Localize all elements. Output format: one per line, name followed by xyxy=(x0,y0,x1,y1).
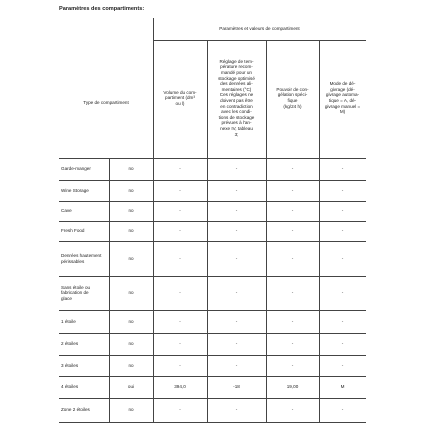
row-value: - xyxy=(341,407,344,413)
header-column: Réglage de tem- pérature recom- mandé pour un stockage optimisé des denrées ali- mentaires (°C) Ces réglages ne doivent pas être en contradiction avec les condi- tions de stockage prévues à l'an- nexe IV, tableau 3; xyxy=(218,58,255,137)
row-present: no xyxy=(128,255,134,261)
row-type: Cave xyxy=(61,208,72,214)
row-present: no xyxy=(128,228,134,234)
row-value: - xyxy=(291,228,294,234)
row-value: - xyxy=(235,362,238,368)
row-value: - xyxy=(341,318,344,324)
row-value: - xyxy=(179,208,181,214)
row-present: oui xyxy=(127,384,135,390)
row-value: - xyxy=(235,166,238,172)
compartment-parameters-table xyxy=(59,18,366,422)
row-value: - xyxy=(235,208,238,214)
row-type: 1 étoile xyxy=(61,318,76,324)
row-value: - xyxy=(179,166,181,172)
header-column: Pouvoir de con- gélation spéci- fique (kg/24 h) xyxy=(276,86,309,109)
row-value: - xyxy=(291,362,294,368)
row-value: M xyxy=(340,384,345,390)
row-value: - xyxy=(235,407,238,413)
row-present: no xyxy=(128,187,134,193)
table-bottom xyxy=(59,422,366,423)
row-value: - xyxy=(179,255,181,261)
row-value: - xyxy=(235,341,238,347)
row-value: - xyxy=(341,362,344,368)
row-type: 3 étoiles xyxy=(61,362,79,368)
row-value: - xyxy=(291,318,294,324)
row-value: - xyxy=(235,255,238,261)
row-type: Fresh Food xyxy=(61,228,85,234)
header-group: Paramètres et valeurs de compartiment xyxy=(219,26,300,32)
row-value: - xyxy=(179,362,181,368)
row-value: - xyxy=(341,255,344,261)
row-present: no xyxy=(128,341,134,347)
row-value: - xyxy=(291,187,294,193)
row-present: no xyxy=(128,208,134,214)
row-type: Garde-manger xyxy=(61,166,91,172)
row-value: - xyxy=(235,290,238,296)
row-value: - xyxy=(341,341,344,347)
row-value: - xyxy=(235,187,238,193)
header-type: Type de compartiment xyxy=(83,100,129,106)
row-value: - xyxy=(235,318,238,324)
row-present: no xyxy=(128,362,134,368)
row-present: no xyxy=(128,318,134,324)
row-value: - xyxy=(341,290,344,296)
row-value: - xyxy=(291,255,294,261)
row-value: 394,0 xyxy=(174,384,186,390)
row-value: - xyxy=(341,187,344,193)
row-value: - xyxy=(291,208,294,214)
header-column: Mode de dé- givrage (dé- givrage automa- tique = A, dé- givrage manuel = M) xyxy=(324,81,361,115)
row-value: - xyxy=(291,166,294,172)
row-value: - xyxy=(341,208,344,214)
row-value: - xyxy=(179,228,181,234)
row-type: Wine Storage xyxy=(61,187,89,193)
row-value: - xyxy=(291,290,294,296)
row-value: - xyxy=(179,290,181,296)
row-present: no xyxy=(128,166,134,172)
row-value: -18 xyxy=(233,384,240,390)
row-type: Sans étoile ou fabrication de glace xyxy=(61,284,91,301)
row-value: 19,00 xyxy=(286,384,299,390)
row-value: - xyxy=(291,407,294,413)
row-value: - xyxy=(179,187,181,193)
row-type: Zone 2 étoiles xyxy=(61,407,90,413)
row-value: - xyxy=(341,166,344,172)
row-value: - xyxy=(179,318,181,324)
row-present: no xyxy=(128,407,134,413)
row-value: - xyxy=(179,407,181,413)
header-column: Volume du com- partiment (dm³ ou l) xyxy=(163,89,197,106)
page-title: Paramètres des compartiments: xyxy=(59,6,145,12)
row-value: - xyxy=(179,341,181,347)
row-type: 4 étoiles xyxy=(61,384,79,390)
row-type: Denrées hautement périssables xyxy=(61,252,102,264)
row-value: - xyxy=(235,228,238,234)
row-value: - xyxy=(341,228,344,234)
header-divider xyxy=(153,40,366,41)
row-type: 2 étoiles xyxy=(61,341,79,347)
row-present: no xyxy=(128,290,134,296)
row-value: - xyxy=(291,341,294,347)
